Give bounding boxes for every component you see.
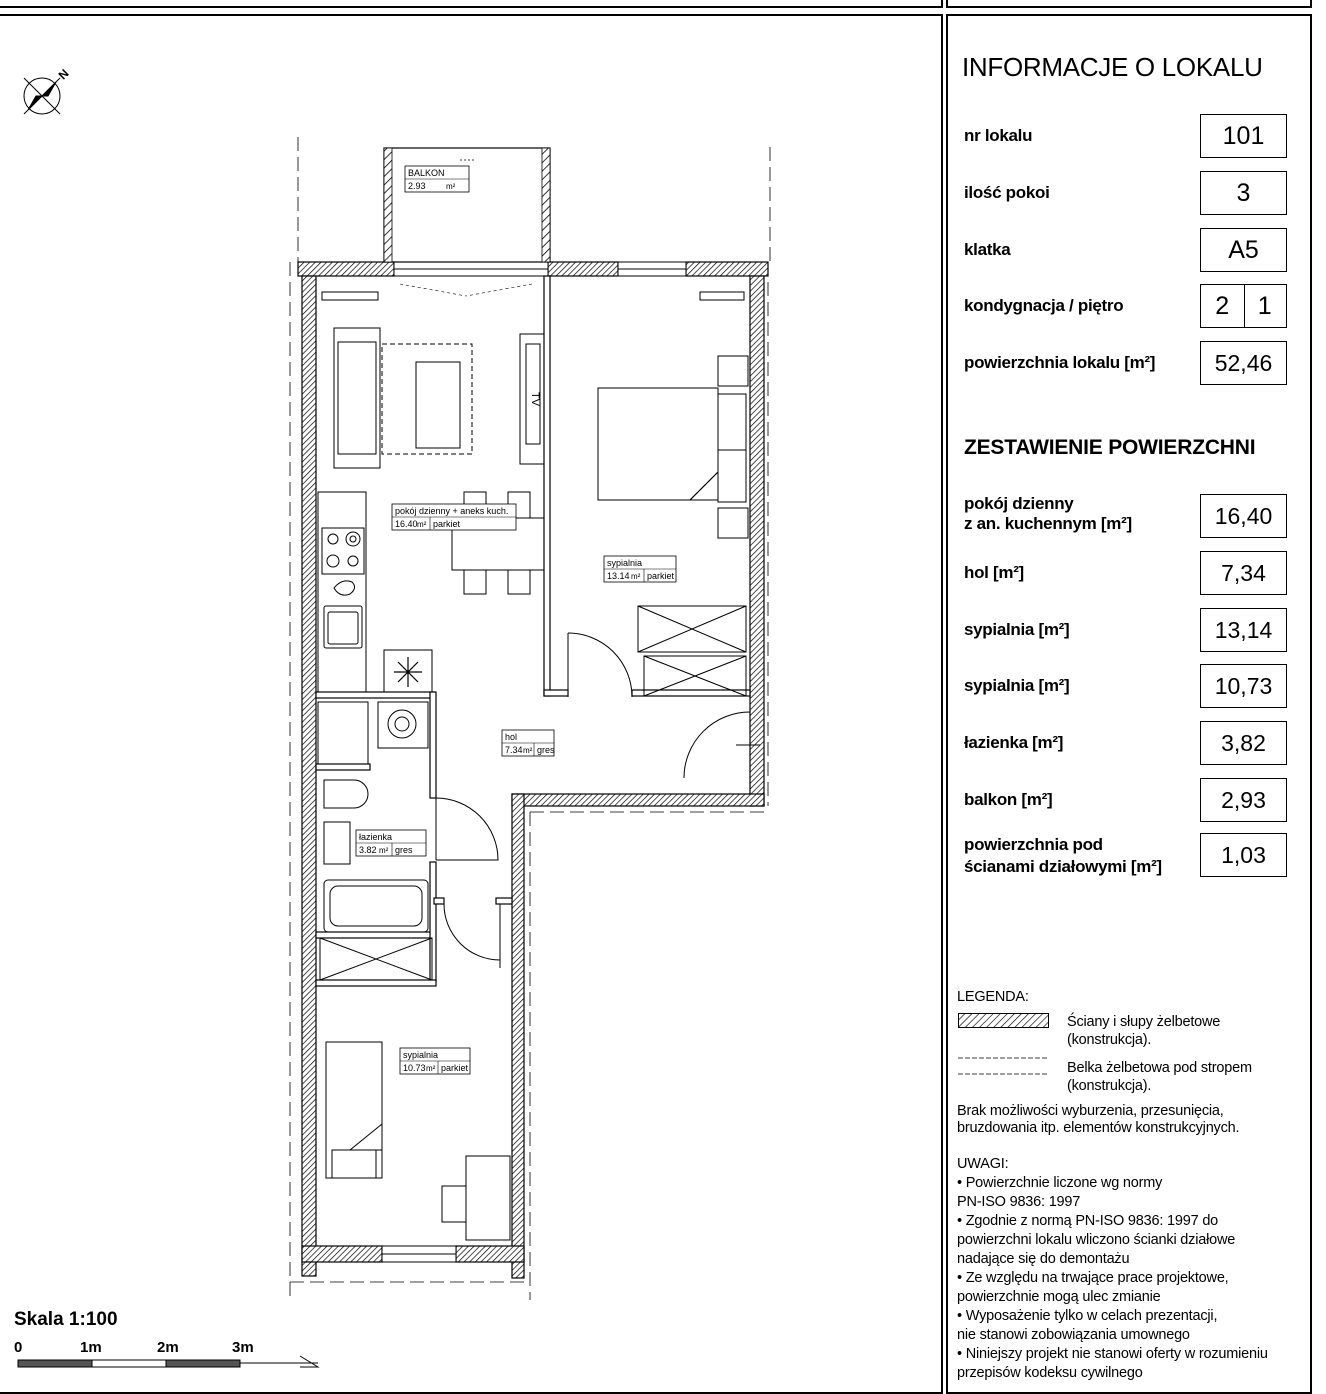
notes-line: powierzchnie mogą ulec zmianie <box>957 1289 1161 1305</box>
area-label-walls-1: powierzchnia pod <box>964 835 1103 854</box>
scale-tick-1m: 1m <box>80 1339 102 1356</box>
area-value-bathroom: 3,82 <box>1200 721 1287 765</box>
legend-item2-line2: (konstrukcja). <box>1067 1078 1152 1094</box>
info-label-area: powierzchnia lokalu [m²] <box>964 353 1156 372</box>
area-label-balcony: balkon [m²] <box>964 790 1053 809</box>
info-value-rooms: 3 <box>1200 171 1287 215</box>
svg-text:sypialnia: sypialnia <box>403 1050 439 1060</box>
svg-text:m²: m² <box>523 746 533 755</box>
area-label-bedroom-2: sypialnia [m²] <box>964 676 1070 695</box>
legend-beam-swatch <box>958 1054 1050 1078</box>
area-value-hall: 7,34 <box>1200 551 1287 595</box>
info-title: INFORMACJE O LOKALU <box>962 52 1263 82</box>
bedroom-1-furniture <box>598 356 748 696</box>
svg-text:sypialnia: sypialnia <box>607 558 643 568</box>
area-value-bedroom-1: 13,14 <box>1200 608 1287 652</box>
room-label-hall <box>502 730 555 756</box>
svg-text:parkiet: parkiet <box>441 1063 469 1073</box>
compass-icon <box>24 78 60 114</box>
legend-hatch-swatch <box>958 1013 1050 1029</box>
legend-item1-line1: Ściany i słupy żelbetowe <box>1067 1014 1221 1030</box>
info-value-area: 52,46 <box>1200 341 1287 385</box>
legend-item2-line1: Belka żelbetowa pod stropem <box>1067 1060 1252 1076</box>
svg-text:BALKON: BALKON <box>408 168 445 178</box>
svg-text:13.14: 13.14 <box>607 571 630 581</box>
notes-line: • Wyposażenie tylko w celach prezentacji, <box>957 1308 1218 1324</box>
dashed-outline <box>290 137 770 1300</box>
area-value-living: 16,40 <box>1200 494 1287 538</box>
legend-title: LEGENDA: <box>957 989 1029 1005</box>
svg-text:m²: m² <box>417 520 427 529</box>
notes-line: przepisów kodeksu cywilnego <box>957 1365 1143 1381</box>
notes-line: • Powierzchnie liczone wg normy <box>957 1175 1163 1191</box>
svg-text:10.73: 10.73 <box>403 1063 426 1073</box>
legend-warning-line1: Brak możliwości wyburzenia, przesunięcia, <box>957 1103 1224 1119</box>
info-label-floor: kondygnacja / piętro <box>964 296 1124 315</box>
legend-warning-line2: bruzdowania itp. elementów konstrukcyjnych. <box>957 1120 1240 1136</box>
svg-text:hol: hol <box>505 732 518 742</box>
info-value-staircase: A5 <box>1200 228 1287 272</box>
info-label-staircase: klatka <box>964 240 1011 259</box>
svg-text:gres: gres <box>537 745 555 755</box>
area-value-walls: 1,03 <box>1200 833 1287 877</box>
area-label-living-2: z an. kuchennym [m²] <box>964 514 1132 533</box>
svg-text:m²: m² <box>426 1064 436 1073</box>
area-value-bedroom-2: 10,73 <box>1200 664 1287 708</box>
notes-line: nadające się do demontażu <box>957 1251 1130 1267</box>
scale-title: Skala 1:100 <box>14 1309 118 1330</box>
top-strip-right <box>946 0 1312 8</box>
tv-label: TV <box>529 392 541 407</box>
notes-line: • Niniejszy projekt nie stanowi oferty w rozumieniu <box>957 1346 1268 1362</box>
svg-text:łazienka: łazienka <box>359 832 393 842</box>
compass-north-label: N <box>55 66 72 83</box>
area-value-balcony: 2,93 <box>1200 778 1287 822</box>
scale-tick-3m: 3m <box>232 1339 254 1356</box>
scale-tick-0: 0 <box>14 1339 23 1356</box>
room-label-living <box>392 504 516 530</box>
svg-text:m²: m² <box>631 572 641 581</box>
area-label-living-1: pokój dzienny <box>964 494 1074 513</box>
area-label-hall: hol [m²] <box>964 563 1024 582</box>
svg-text:parkiet: parkiet <box>433 519 461 529</box>
svg-text:m²: m² <box>446 182 456 191</box>
area-label-bathroom: łazienka [m²] <box>964 733 1064 752</box>
svg-text:3.82: 3.82 <box>359 845 377 855</box>
scale-tick-2m: 2m <box>157 1339 179 1356</box>
svg-text:m²: m² <box>379 846 389 855</box>
notes-line: PN-ISO 9836: 1997 <box>957 1194 1081 1210</box>
svg-text:2.93: 2.93 <box>408 181 426 191</box>
room-label-bathroom <box>356 830 426 856</box>
scale-bar <box>18 1356 318 1367</box>
svg-text:gres: gres <box>395 845 413 855</box>
windows <box>322 262 744 1262</box>
notes-line: • Ze względu na trwające prace projektowe, <box>957 1270 1229 1286</box>
info-value-floor <box>1200 284 1287 328</box>
snowflake-icon <box>394 657 422 687</box>
areas-title: ZESTAWIENIE POWIERZCHNI <box>964 436 1256 459</box>
balcony-label <box>405 166 469 192</box>
svg-text:7.34: 7.34 <box>505 745 523 755</box>
info-value-nr: 101 <box>1200 114 1287 158</box>
info-label-rooms: ilość pokoi <box>964 183 1050 202</box>
area-label-bedroom-1: sypialnia [m²] <box>964 620 1070 639</box>
notes-line: nie stanowi zobowiązania umownego <box>957 1327 1190 1343</box>
area-label-walls-2: ścianami działowymi [m²] <box>964 857 1162 876</box>
notes-title: UWAGI: <box>957 1156 1009 1172</box>
info-value-level: 1 <box>1257 291 1272 320</box>
bathroom-fixtures <box>320 780 432 980</box>
legend-item1-line2: (konstrukcja). <box>1067 1032 1152 1048</box>
info-label-nr: nr lokalu <box>964 126 1033 145</box>
notes-line: • Zgodnie z normą PN-ISO 9836: 1997 do <box>957 1213 1219 1229</box>
svg-text:16.40: 16.40 <box>395 519 418 529</box>
room-label-bedroom-2 <box>400 1048 470 1074</box>
room-label-bedroom-1 <box>604 556 676 582</box>
svg-text:pokój dzienny + aneks kuch.: pokój dzienny + aneks kuch. <box>395 506 509 516</box>
svg-text:parkiet: parkiet <box>647 571 675 581</box>
info-value-storey: 2 <box>1215 291 1230 320</box>
notes-line: powierzchni lokalu wliczono ścianki działowe <box>957 1232 1236 1248</box>
